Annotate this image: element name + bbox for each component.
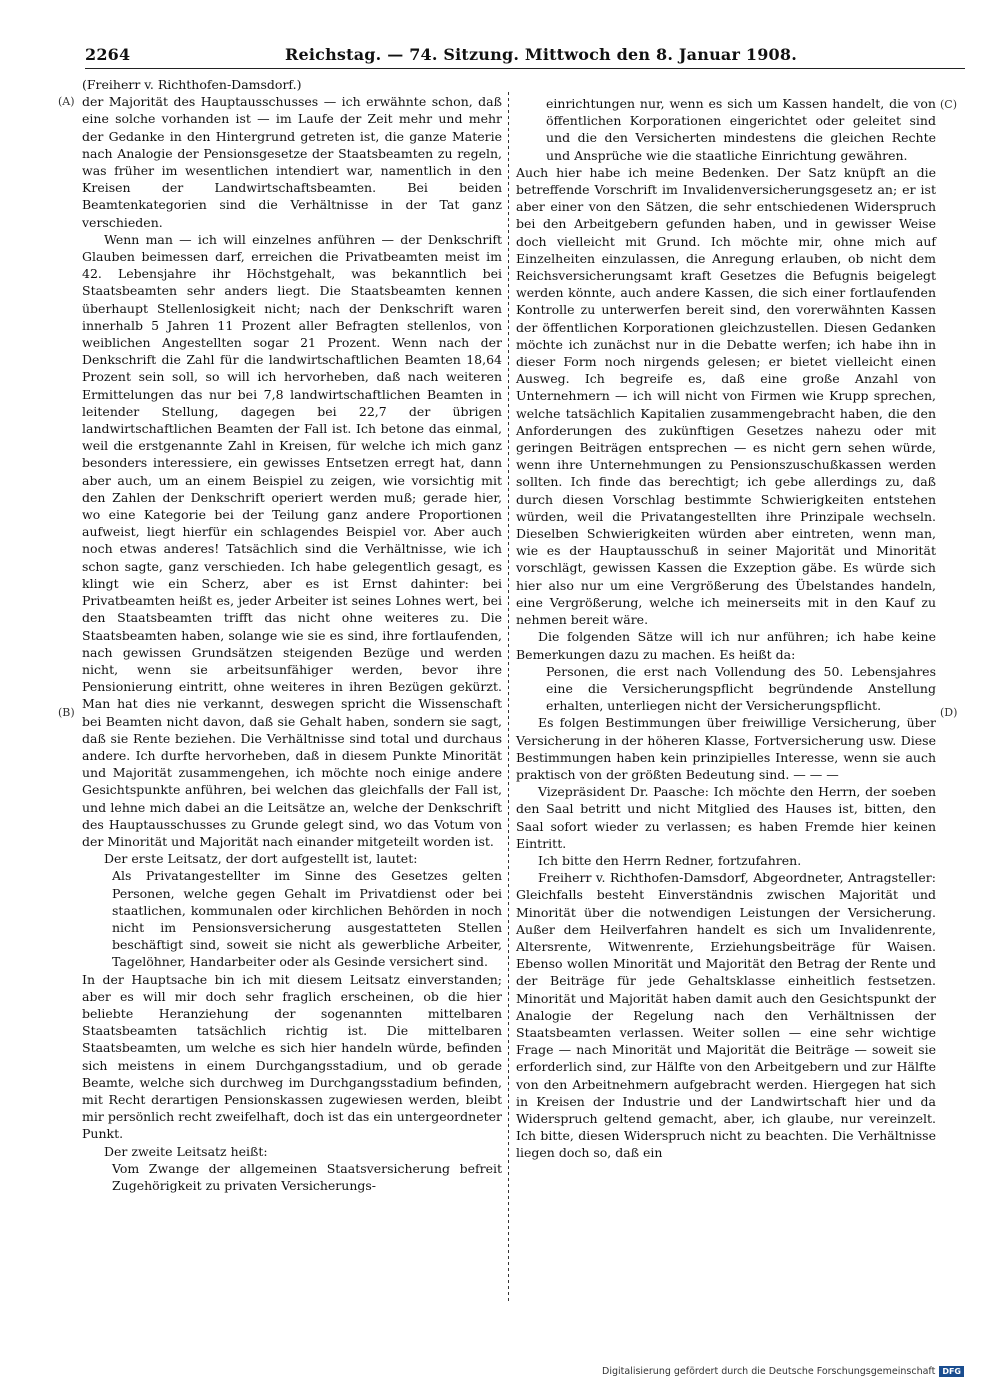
left-column	[82, 76, 502, 1194]
paragraph: Der zweite Leitsatz heißt:	[104, 1143, 268, 1159]
page-header	[85, 45, 935, 69]
paragraph: (Freiherr v. Richthofen-Damsdorf.)	[82, 77, 302, 92]
paragraph: Als Privatangestellter im Sinne des Gesetzes gelten Personen, welche gegen Gehalt im Privatdienst oder bei staatlichen, kommunalen oder kirchlichen Behörden in noch nicht im Pensionsversicherung ausgestatteten Stellen beschäftigt sind, soweit sie nicht als gewerbliche Arbeiter, Tagelöhner, Handarbeiter oder als Gesinde versichert sind.	[112, 868, 502, 970]
right-column	[516, 95, 936, 1162]
footer	[602, 1366, 964, 1377]
page-number: 2264	[85, 45, 131, 64]
margin-marker-a: (A)	[58, 95, 75, 108]
paragraph: Vizepräsident Dr. Paasche: Ich möchte den Herrn, der soeben den Saal betritt und nicht Mitglied des Hauses ist, bitten, den Saal sofort wieder zu verlassen; es haben Fremde hier keinen Eintritt.	[516, 784, 936, 851]
paragraph: Die folgenden Sätze will ich nur anführen; ich habe keine Bemerkungen dazu zu machen. Es heißt da:	[516, 629, 936, 662]
paragraph: Ich bitte den Herrn Redner, fortzufahren.	[538, 852, 802, 868]
margin-marker-d: (D)	[940, 706, 958, 719]
paragraph: Personen, die erst nach Vollendung des 50. Lebensjahres eine die Versicherungspflicht begründende Anstellung erhalten, unterliegen nicht der Versicherungspflicht.	[546, 663, 936, 714]
footer-text: Digitalisierung gefördert durch die Deutsche Forschungsgemeinschaft	[602, 1366, 936, 1377]
running-title: Reichstag. — 74. Sitzung. Mittwoch den 8. Januar 1908.	[285, 45, 797, 64]
column-divider	[508, 92, 509, 1302]
paragraph: Auch hier habe ich meine Bedenken. Der Satz knüpft an die betreffende Vorschrift im Invalidenversicherungsgesetz an; er ist aber einer von den Sätzen, die sehr entschiedenen Widerspruch bei den Arbeitgebern gefunden haben, und in gewisser Weise doch vielleicht mit Grund. Ich möchte mir, ohne mich auf Einzelheiten einzulassen, die Anregung erlauben, ob nicht dem Reichsversicherungsamt kraft Gesetzes die Befugnis beigelegt werden könnte, auch andere Kassen, die sich einer fortlaufenden Kontrolle zu unterwerfen bereit sind, den vorerwähnten Kassen der öffentlichen Korporationen gleichzustellen. Diesen Gedanken möchte ich zunächst nur in die Debatte werfen; ich habe ihn in dieser Form noch nirgends gelesen; er bietet vielleicht einen Ausweg. Ich begreife es, daß eine große Anzahl von Unternehmern — ich will nicht von Firmen wie Krupp sprechen, welche tatsächlich Kapitalien zusammengebracht haben, die den Anforderungen des zukünftigen Gesetzes nahezu oder mit geringen Beiträgen entsprechen — es nicht gern sehen würde, wenn ihre Unternehmungen zu Pensionszuschußkassen werden sollten. Ich finde das berechtigt; ich gebe allerdings zu, daß durch diesen Vorschlag bestimmte Schwierigkeiten entstehen würden, weil die Privatangestellten ihre Prinzipale wechseln. Dieselben Schwierigkeiten würden aber eintreten, wenn man, wie es der Hauptausschuß in seiner Majorität und Minorität vorschlägt, gewissen Kassen die Exzeption gäbe. Es würde sich hier also nur um eine Vergrößerung des Übelstandes handeln, eine Vergrößerung, welche ich meinerseits mit in den Kauf zu nehmen bereit wäre.	[516, 164, 936, 628]
paragraph: Freiherr v. Richthofen-Damsdorf, Abgeordneter, Antragsteller: Gleichfalls besteht Einverständnis zwischen Majorität und Minorität über die notwendigen Leistungen der Versicherung. Außer dem Heilverfahren handelt es sich um Invalidenrente, Altersrente, Witwenrente, Erziehungsbeiträge für Waisen. Ebenso wollen Minorität und Majorität den Betrag der Rente und der Beiträge für jede Gehaltsklasse einheitlich festsetzen. Minorität und Majorität haben damit auch den Gesichtspunkt der Analogie der Regelung nach den Verhältnissen der Staatsbeamten verlassen. Weiter sollen — eine sehr wichtige Frage — nach Minorität und Majorität die Beiträge — soweit sie erforderlich sind, zur Hälfte von den Arbeitgebern und zur Hälfte von den Arbeitnehmern aufgebracht werden. Hiergegen hat sich in Kreisen der Industrie und der Landwirtschaft hier und da Widerspruch geltend gemacht, aber, ich glaube, nur vereinzelt. Ich bitte, diesen Widerspruch nicht zu beachten. Die Verhältnisse liegen doch so, daß ein	[516, 870, 936, 1161]
margin-marker-b: (B)	[58, 706, 75, 719]
paragraph: In der Hauptsache bin ich mit diesem Leitsatz einverstanden; aber es will mir doch sehr fraglich erscheinen, ob die hier beliebte Heranziehung der sogenannten mittelbaren Staatsbeamten tatsächlich richtig ist. Die mittelbaren Staatsbeamten, um welche es sich hier handeln würde, befinden sich meistens in einem Durchgangsstadium, und ob gerade Beamte, welche sich durchweg im Durchgangsstadium befinden, mit Recht derartigen Pensionskassen zugewiesen werden, bleibt mir persönlich recht zweifelhaft, doch ist das ein untergeordneter Punkt.	[82, 971, 502, 1142]
margin-marker-c: (C)	[940, 98, 957, 111]
dfg-logo: DFG	[939, 1366, 964, 1377]
paragraph: Es folgen Bestimmungen über freiwillige Versicherung, über Versicherung in der höheren Klasse, Fortversicherung usw. Diese Bestimmungen haben kein prinzipielles Interesse, wenn sie auch praktisch von der größten Bedeutung sind. — — —	[516, 715, 936, 782]
paragraph: einrichtungen nur, wenn es sich um Kassen handelt, die von öffentlichen Korporationen eingerichtet oder geleitet sind und die den Versicherten mindestens die gleichen Rechte und Ansprüche wie die staatliche Einrichtung gewähren.	[546, 96, 936, 163]
paragraph: Vom Zwange der allgemeinen Staatsversicherung befreit Zugehörigkeit zu privaten Versicherungs-	[112, 1160, 502, 1193]
paragraph: Der erste Leitsatz, der dort aufgestellt ist, lautet:	[104, 851, 418, 867]
paragraph: der Majorität des Hauptausschusses — ich erwähnte schon, daß eine solche vorhanden ist — im Laufe der Zeit mehr und mehr der Gedanke in den Hintergrund getreten ist, die ganze Materie nach Analogie der Pensionsgesetze der Staatsbeamten zu regeln, was früher im wesentlichen intendiert war, namentlich in den Kreisen der Landwirtschaftsbeamten. Bei beiden Beamtenkategorien sind die Verhältnisse in der Tat ganz verschieden.	[82, 94, 502, 230]
header-rule	[85, 68, 965, 69]
paragraph: Wenn man — ich will einzelnes anführen — der Denkschrift Glauben beimessen darf, erreichen die Privatbeamten meist im 42. Lebensjahre ihr Höchstgehalt, was bekanntlich bei Staatsbeamten sehr anders liegt. Die Staatsbeamten kennen überhaupt Stellenlosigkeit nicht; nach der Denkschrift waren innerhalb 5 Jahren 11 Prozent aller Befragten stellenlos, von weiblichen Angestellten sogar 21 Prozent. Wenn nach der Denkschrift die Zahl für die landwirtschaftlichen Beamten 18,64 Prozent sein soll, so will ich hervorheben, daß nach weiteren Ermittelungen das nur bei 7,8 landwirtschaftlichen Beamten in leitender Stellung, dagegen bei 22,7 der übrigen landwirtschaftlichen Beamten der Fall ist. Ich betone das einmal, weil die erstgenannte Zahl in Kreisen, für welche ich mich ganz besonders interessiere, ein gewisses Entsetzen erregt hat, dann aber auch, um an einem Beispiel zu zeigen, wie vorsichtig mit den Zahlen der Denkschrift operiert werden muß; gerade hier, wo eine Kategorie bei der Teilung ganz andere Proportionen aufweist, liegt hierfür ein schlagendes Beispiel vor. Aber auch noch etwas anderes! Tatsächlich sind die Verhältnisse, wie ich schon sagte, ganz verschieden. Ich habe gelegentlich gesagt, es klingt wie ein Scherz, aber es ist Ernst dahinter: bei Privatbeamten heißt es, jeder Arbeiter ist seines Lohnes wert, bei den Staatsbeamten trifft das nicht ohne weiteres zu. Die Staatsbeamten haben, solange wie sie es sind, ihre fortlaufenden, nach gewissen Grundsätzen steigenden Bezüge und werden nicht, wenn sie arbeitsunfähiger werden, bevor ihre Pensionierung eintritt, ohne weiteres in ihren Bezügen gekürzt. Man hat dies nie verkannt, deswegen spricht die Wissenschaft bei Beamten nicht davon, daß sie Gehalt haben, sondern sie sagt, daß sie Rente beziehen. Die Verhältnisse sind total und durchaus andere. Ich durfte hervorheben, daß in diesem Punkte Minorität und Majorität zusammengehen, ich möchte noch einige andere Gesichtspunkte anführen, bei welchen das gleichfalls der Fall ist, und lehne mich dabei an die Leitsätze an, welche der Denkschrift des Hauptausschusses zu Grunde gelegt sind, wo das Votum von der Minorität und Majorität nach einander mitgeteilt worden ist.	[82, 231, 502, 849]
